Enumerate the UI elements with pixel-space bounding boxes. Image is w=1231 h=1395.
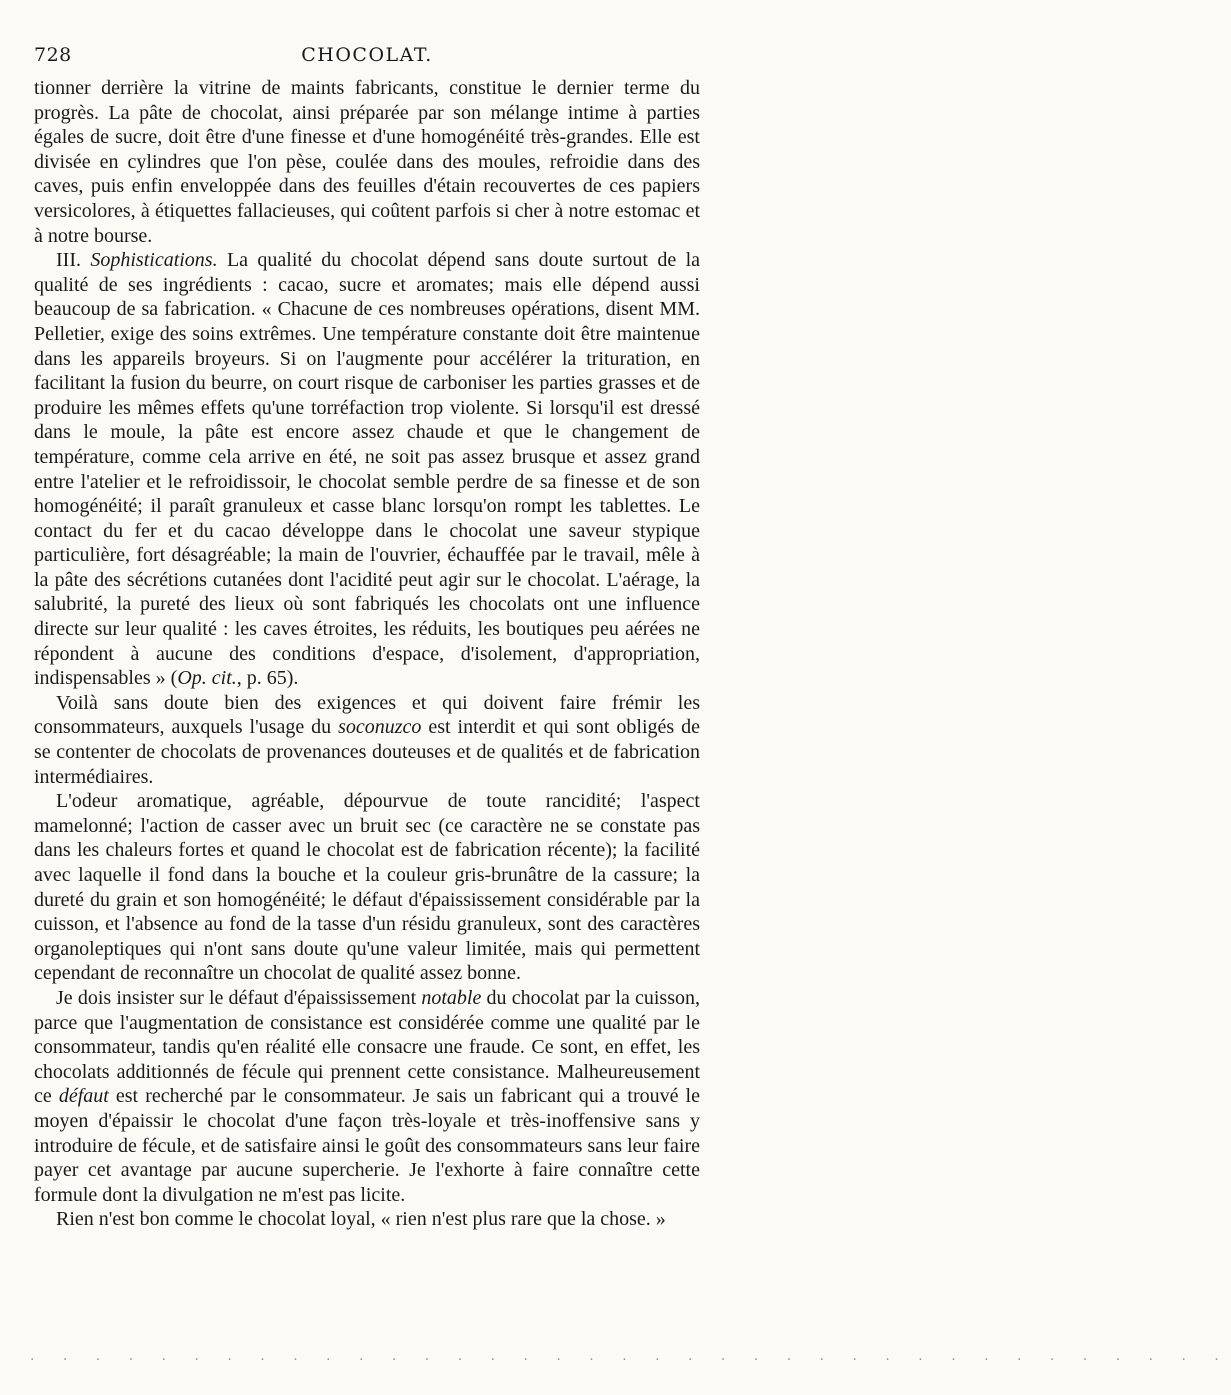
paragraph bbox=[34, 789, 700, 986]
text-run: tionner derrière la vitrine de maints fabricants, constitue le dernier terme du progrès. La pâte de chocolat, ainsi préparée par son mélange intime à parties égales de sucre, doit être d'une finesse et d'une homogénéité très-grandes. Elle est divisée en cylindres que l'on pèse, coulée dans des moules, refroidie dans des caves, puis enfin enveloppée dans des feuilles d'étain recouvertes de ces papiers versicolores, à étiquettes fallacieuses, qui coûtent parfois si cher à notre estomac et à notre bourse. bbox=[34, 77, 700, 247]
text-run: III. bbox=[56, 249, 91, 272]
text-run: , p. 65). bbox=[236, 667, 299, 690]
text-run: La qualité du chocolat dépend sans doute surtout de la qualité de ses ingrédients : cacao, sucre et aromates; mais elle dépend aussi beaucoup de sa fabrication. « Chacune de ces nombreuses opérations, disent MM. Pelletier, exige des soins extrêmes. Une température constante doit être maintenue dans les appareils broyeurs. Si on l'augmente pour accélérer la trituration, en facilitant la fusion du beurre, on court risque de carboniser les parties grasses et de produire les mêmes effets qu'une torréfaction trop violente. Si lorsqu'il est dressé dans le moule, la pâte est encore assez chaude et que le changement de température, comme cela arrive en été, ne soit pas assez brusque et assez grand entre l'atelier et le refroidissoir, le chocolat semble perdre de sa finesse et de son homogénéité; il paraît granuleux et casse blanc lorsqu'on rompt les tablettes. Le contact du fer et du cacao développe dans le chocolat une saveur stypique particulière, fort désagréable; la main de l'ouvrier, échauffée par le travail, mêle à la pâte des sécrétions cutanées dont l'acidité peut agir sur le chocolat. L'aérage, la salubrité, la pureté des lieux où sont fabriqués les chocolats ont une influence directe sur leur qualité : les caves étroites, les réduits, les boutiques peu aérées ne répondent à aucune des conditions d'espace, d'isolement, d'appropriation, indispensables » ( bbox=[34, 249, 701, 690]
italic-text: notable bbox=[421, 986, 482, 1009]
text-run: L'odeur aromatique, agréable, dépourvue de toute rancidité; l'aspect mamelonné; l'action de casser avec un bruit sec (ce caractère ne se constate pas dans les chaleurs fortes et quand le chocolat est de fabrication récente); la facilité avec laquelle il fond dans la bouche et la couleur gris-brunâtre de la cassure; la dureté du grain et son homogénéité; le défaut d'épaississement considérable par la cuisson, et l'absence au fond de la tasse d'un résidu granuleux, sont des caractères organoleptiques qui n'ont sans doute qu'une valeur limitée, mais qui permettent cependant de reconnaître un chocolat de qualité assez bonne. bbox=[34, 790, 700, 985]
text-run: est interdit et qui sont obligés de se contenter de chocolats de provenances douteuses et de qualités et de fabrication intermédiaires. bbox=[34, 716, 700, 788]
paragraph bbox=[34, 691, 700, 789]
italic-text: Sophistications. bbox=[90, 249, 218, 272]
text-run: Rien n'est bon comme le chocolat loyal, « rien n'est plus rare que la chose. » bbox=[56, 1208, 666, 1231]
page-header bbox=[34, 44, 700, 70]
text-run: du chocolat par la cuisson, parce que l'augmentation de consistance est considérée comme une qualité par le consommateur, tandis qu'en réalité elle consacre une fraude. Ce sont, en effet, les chocolats additionnés de fécule qui prennent cette consistance. Malheureusement ce bbox=[34, 986, 701, 1108]
text-run: Je dois insister sur le défaut d'épaississement bbox=[56, 986, 422, 1009]
paragraph bbox=[34, 76, 700, 248]
text-run: est recherché par le consommateur. Je sais un fabricant qui a trouvé le moyen d'épaissir le chocolat d'une façon très-loyale et très-inoffensive sans y introduire de fécule, et de satisfaire ainsi le goût des consommateurs sans leur faire payer cet avantage par aucune supercherie. Je l'exhorte à faire connaître cette formule dont la divulgation ne m'est pas licite. bbox=[34, 1085, 700, 1206]
paragraph bbox=[34, 986, 700, 1207]
italic-text: Op. cit. bbox=[177, 667, 237, 690]
body-text bbox=[34, 76, 700, 1232]
page-footer-noise: · · · · · · · · · · · · · · · · · · · · · · · · · · · · · · · · · · · · · bbox=[30, 1352, 1231, 1368]
italic-text: soconuzco bbox=[338, 716, 422, 739]
paragraph bbox=[34, 1207, 700, 1232]
text-run: Voilà sans doute bien des exigences et qui doivent faire frémir les consommateurs, auxquels l'usage du bbox=[34, 691, 700, 739]
page-number: 728 bbox=[34, 44, 72, 66]
italic-text: défaut bbox=[58, 1085, 109, 1108]
paragraph bbox=[34, 248, 700, 691]
running-head: CHOCOLAT. bbox=[301, 44, 433, 66]
